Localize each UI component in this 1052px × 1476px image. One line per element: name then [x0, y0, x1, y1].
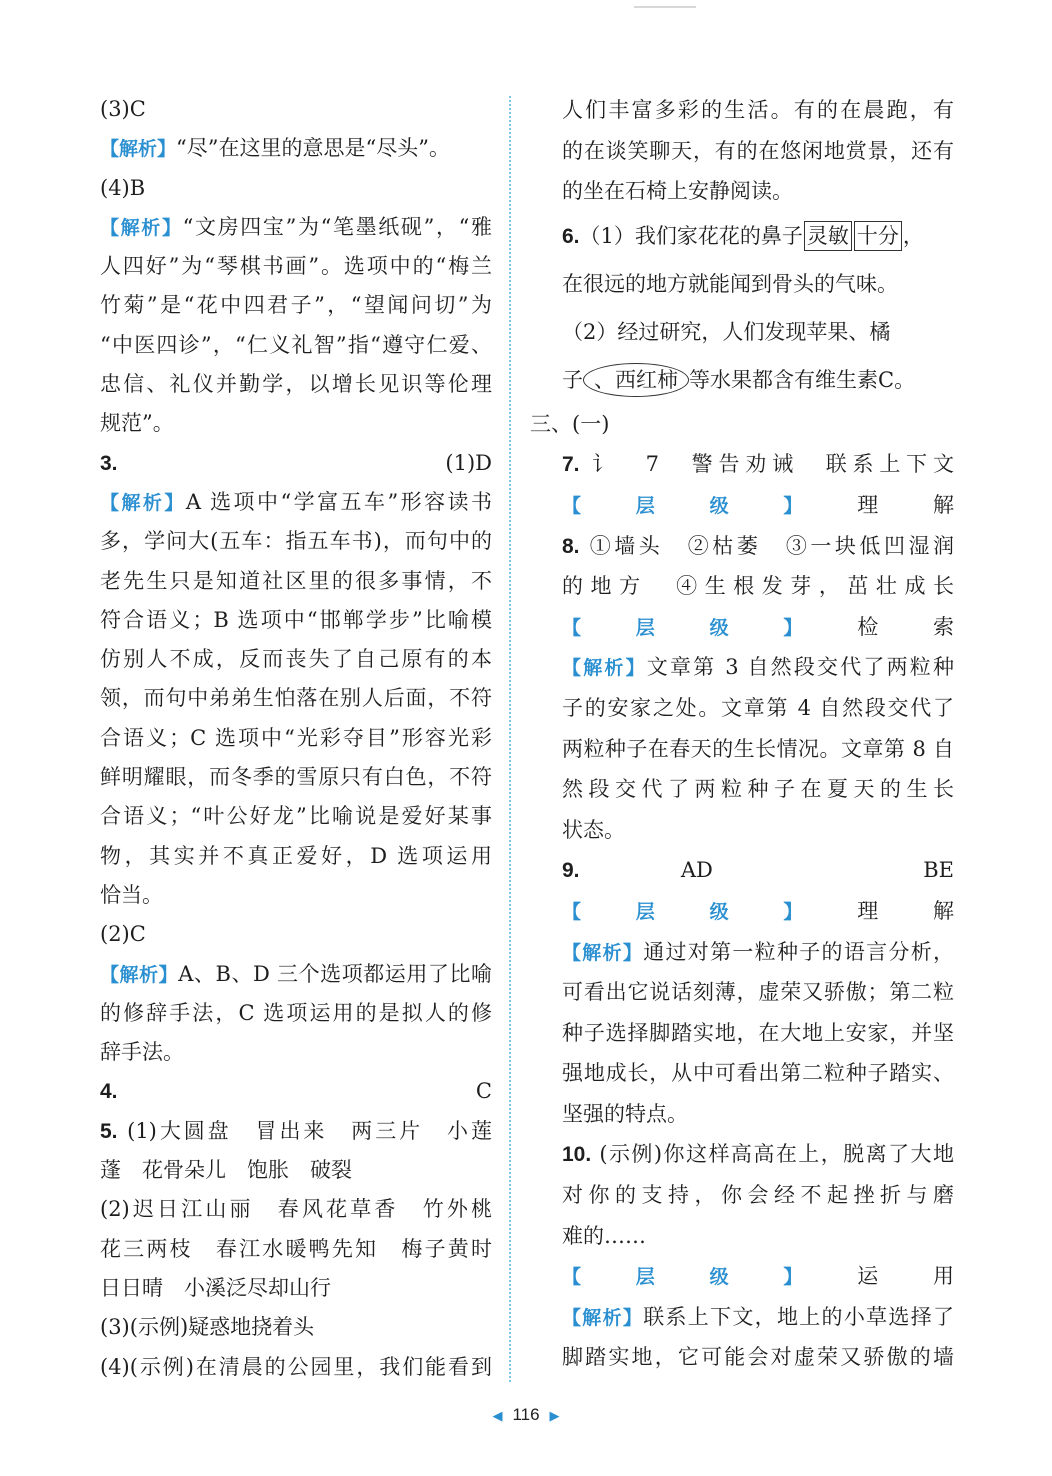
text-line — [100, 719, 492, 758]
text-line: 的在谈笑聊天，有的在悠闲地赏景，还有 — [562, 138, 954, 163]
line-text: (示例)你这样高高在上，脱离了大地 — [591, 1142, 954, 1167]
question-number: 6. — [562, 224, 580, 248]
line-text: (2)迟日江山丽 春风花草香 竹外桃 — [100, 1197, 492, 1222]
label-tag: 【解析】 — [100, 963, 179, 986]
text-line — [562, 932, 954, 973]
line-text: 脚踏实地，它可能会对虚荣又骄傲的墙 — [562, 1345, 954, 1370]
line-text: 坚强的特点。 — [562, 1101, 688, 1126]
label-tag: 【层级】 — [562, 494, 858, 517]
line-text: 鲜明耀眼，而冬季的雪原只有白色，不符 — [100, 765, 492, 790]
question-6-part-2-cont: 子 、西红柿 等水果都含有维生素C。 — [562, 356, 954, 404]
line-text: 理解 — [857, 898, 954, 923]
line-text: 多，学问大(五车：指五车书)，而句中的 — [100, 529, 492, 554]
text-line — [562, 850, 954, 891]
line-text: C — [117, 1079, 492, 1104]
line-text: 领，而句中弟弟生怕落在别人后面，不符 — [100, 686, 492, 711]
text-line — [100, 247, 492, 286]
text-line — [100, 994, 492, 1033]
text-line — [100, 404, 492, 443]
text-line — [100, 286, 492, 325]
text-line — [562, 485, 954, 526]
prev-page-icon: ◀ — [492, 1408, 503, 1423]
question-number: 9. — [562, 859, 580, 883]
line-text: 竹菊”是“花中四君子”，“望闻问切”为 — [100, 293, 492, 318]
line-text: 难的…… — [562, 1223, 646, 1248]
text-line — [100, 562, 492, 601]
answer-list — [562, 444, 954, 1378]
text-line — [562, 688, 954, 729]
label-tag: 【解析】 — [100, 491, 186, 514]
text-line — [562, 891, 954, 932]
line-text: 仿别人不成，反而丧失了自己原有的本 — [100, 647, 492, 672]
text-line — [562, 1053, 954, 1094]
line-text: 子的安家之处。文章第 4 自然段交代了 — [562, 695, 954, 720]
line-text: 然段交代了两粒种子在夏天的生长 — [562, 777, 954, 802]
line-text: 种子选择脚踏实地，在大地上安家，并坚 — [562, 1020, 954, 1045]
line-text: 的地方 ④生根发芽，茁壮成长 — [562, 574, 954, 599]
label-tag: 【层级】 — [562, 616, 858, 639]
line-text: 通过对第一粒种子的语言分析， — [643, 939, 954, 964]
text-line — [100, 326, 492, 365]
text-line — [100, 483, 492, 522]
text-line — [100, 601, 492, 640]
text-line — [562, 1256, 954, 1297]
text-line — [100, 1112, 492, 1151]
line-text: 忠信、礼仪并勤学，以增长见识等伦理 — [100, 372, 492, 397]
line-text: 强地成长，从中可看出第二粒种子踏实、 — [562, 1061, 954, 1086]
question-number: 4. — [100, 1080, 118, 1104]
text-line — [100, 797, 492, 836]
line-text: 理解 — [857, 492, 954, 517]
question-number: 10. — [562, 1143, 592, 1167]
text-line — [100, 129, 492, 168]
text-line — [562, 1297, 954, 1338]
line-text: 检索 — [857, 614, 954, 639]
text-line — [562, 607, 954, 648]
line-text: (4)B — [100, 175, 146, 200]
question-6-part-2: （2）经过研究，人们发现苹果、橘 — [562, 319, 891, 344]
text-line — [100, 1033, 492, 1072]
text-line — [100, 1269, 492, 1308]
text-line — [562, 647, 954, 688]
line-text: 人四好”为“琴棋书画”。选项中的“梅兰 — [100, 254, 492, 279]
line-text: (2)C — [100, 922, 146, 947]
text-line — [100, 1348, 492, 1387]
question-number: 8. — [562, 534, 580, 558]
text-line — [100, 1190, 492, 1229]
boxed-word: 灵敏 — [804, 221, 852, 251]
line-text: 对你的支持，你会经不起挫折与磨 — [562, 1183, 954, 1208]
continuation-text — [562, 90, 954, 212]
line-text: “尽”在这里的意思是“尽头”。 — [176, 136, 450, 161]
line-text: (1)大圆盘 冒出来 两三片 小莲 — [117, 1118, 492, 1143]
column-divider — [509, 96, 511, 1382]
text-line — [100, 640, 492, 679]
label-tag: 【层级】 — [562, 900, 858, 923]
text-line — [562, 566, 954, 607]
right-column — [530, 90, 954, 1378]
text-line — [100, 679, 492, 718]
line-text: 文章第 3 自然段交代了两粒种 — [646, 655, 954, 680]
line-text: ①墙头 ②枯萎 ③一块低凹湿润 — [579, 533, 954, 558]
line-text: 的修辞手法，C 选项运用的是拟人的修 — [100, 1000, 492, 1025]
line-text: “文房四宝”为“笔墨纸砚”，“雅 — [182, 214, 492, 239]
text-line — [100, 915, 492, 954]
text-line — [562, 729, 954, 770]
text-line — [100, 955, 492, 994]
text-line — [100, 208, 492, 247]
line-text: 合语义；“叶公好龙”比喻说是爱好某事 — [100, 804, 492, 829]
question-number: 7. — [562, 453, 580, 477]
line-text: 日日晴 小溪泛尽却山行 — [100, 1275, 331, 1300]
circled-phrase: 、西红柿 — [583, 363, 689, 397]
top-decoration — [634, 6, 696, 8]
text-line — [562, 769, 954, 810]
text-line — [562, 526, 954, 567]
text-line — [100, 90, 492, 129]
label-tag: 【解析】 — [100, 216, 183, 239]
text-line — [100, 1072, 492, 1111]
question-6-part-1-cont: 在很远的地方就能闻到骨头的气味。 — [562, 271, 898, 296]
section-heading: 三、(一) — [530, 411, 610, 436]
text-line: 人们丰富多彩的生活。有的在晨跑，有 — [562, 98, 954, 122]
label-tag: 【层级】 — [562, 1266, 858, 1289]
text-line — [100, 522, 492, 561]
line-text: 讠 7 警告劝诫 联系上下文 — [579, 452, 954, 477]
label-tag: 【解析】 — [562, 1306, 644, 1329]
boxed-word: 十分 — [854, 221, 902, 251]
text-line — [562, 1134, 954, 1175]
label-tag: 【解析】 — [562, 657, 647, 680]
line-text: (3)(示例)疑惑地挠着头 — [100, 1315, 315, 1340]
line-text: 物，其实并不真正爱好，D 选项运用 — [100, 843, 492, 868]
page-footer — [0, 1400, 1052, 1430]
text-line — [562, 1013, 954, 1054]
text-line — [562, 444, 954, 485]
text-line — [562, 810, 954, 851]
line-text: 规范”。 — [100, 411, 174, 436]
line-text: (3)C — [100, 97, 146, 121]
question-number: 3. — [100, 451, 118, 475]
text-line — [562, 1216, 954, 1257]
text-line — [100, 758, 492, 797]
line-text: 恰当。 — [100, 882, 163, 907]
label-tag: 【解析】 — [562, 941, 644, 964]
line-text: 蓬 花骨朵儿 饱胀 破裂 — [100, 1158, 352, 1183]
line-text: 状态。 — [562, 817, 625, 842]
left-column — [100, 90, 492, 1387]
text-line — [562, 1094, 954, 1135]
text-line — [562, 1175, 954, 1216]
text-line — [100, 1151, 492, 1190]
line-text: 可看出它说话刻薄，虚荣又骄傲；第二粒 — [562, 980, 954, 1005]
line-text: A 选项中“学富五车”形容读书 — [185, 489, 492, 514]
page-number: 116 — [512, 1405, 540, 1424]
text-line — [100, 169, 492, 208]
text-line: 的坐在石椅上安静阅读。 — [562, 179, 793, 204]
line-text: 两粒种子在春天的生长情况。文章第 8 自 — [562, 736, 954, 761]
line-text: 运用 — [857, 1264, 954, 1289]
text-line — [100, 1308, 492, 1347]
next-page-icon: ▶ — [549, 1408, 560, 1423]
line-text: AD BE — [579, 858, 954, 883]
line-text: 合语义；C 选项中“光彩夺目”形容光彩 — [100, 725, 492, 750]
line-text: 辞手法。 — [100, 1040, 184, 1065]
line-text: “中医四诊”，“仁义礼智”指“遵守仁爱、 — [100, 332, 492, 357]
line-text: 符合语义；B 选项中“邯郸学步”比喻模 — [100, 607, 492, 632]
line-text: 老先生只是知道社区里的很多事情，不 — [100, 568, 492, 593]
text-line — [100, 365, 492, 404]
text-line — [100, 876, 492, 915]
text-line — [562, 1337, 954, 1378]
label-tag: 【解析】 — [100, 138, 177, 161]
question-6-part-1: 6.（1）我们家花花的鼻子 灵敏 十分 ， — [562, 212, 954, 260]
question-number: 5. — [100, 1119, 118, 1143]
line-text: A、B、D 三个选项都运用了比喻 — [178, 961, 492, 986]
text-line — [100, 444, 492, 483]
text-line — [100, 1230, 492, 1269]
line-text: 花三两枝 春江水暖鸭先知 梅子黄时 — [100, 1236, 492, 1261]
text-line — [562, 972, 954, 1013]
line-text: 联系上下文，地上的小草选择了 — [643, 1304, 954, 1329]
line-text: (4)(示例)在清晨的公园里，我们能看到 — [100, 1354, 492, 1379]
text-line — [100, 837, 492, 876]
line-text: (1)D — [117, 450, 492, 475]
